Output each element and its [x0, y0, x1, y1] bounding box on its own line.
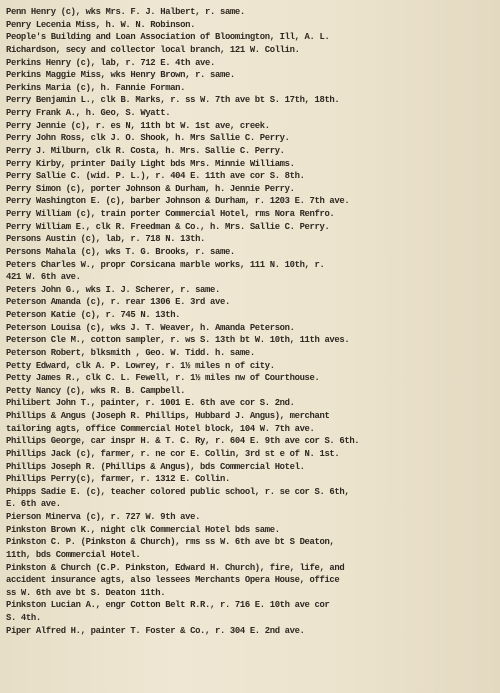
directory-line: Phillips Perry(c), farmer, r. 1312 E. Collin.: [6, 474, 230, 485]
directory-line: Perkins Henry (c), lab, r. 712 E. 4th ave.: [6, 57, 215, 68]
directory-line: Piper Alfred H., painter T. Foster & Co., r. 304 E. 2nd ave.: [6, 625, 305, 636]
directory-line: Phillips & Angus (Joseph R. Phillips, Hubbard J. Angus), merchant: [6, 411, 330, 421]
directory-line: Perry William E., clk R. Freedman & Co., h. Mrs. Sallie C. Perry.: [6, 221, 330, 232]
directory-line: Persons Mahala (c), wks T. G. Brooks, r. same.: [6, 246, 235, 257]
directory-line: Pinkston C. P. (Pinkston & Church), rms ss W. 6th ave bt S Deaton,: [6, 537, 335, 548]
directory-line: Persons Austin (c), lab, r. 718 N. 13th.: [6, 234, 206, 245]
directory-line: Peters Charles W., propr Corsicana marble works, 111 N. 10th, r.: [6, 259, 325, 270]
directory-line: Penry Lecenia Miss, h. W. N. Robinson.: [6, 19, 196, 30]
directory-line: Perry Kirby, printer Daily Light bds Mrs. Minnie Williams.: [6, 158, 295, 169]
directory-line: Perry William (c), train porter Commercial Hotel, rms Nora Renfro.: [6, 209, 335, 219]
directory-line: Perry J. Milburn, clk R. Costa, h. Mrs. Sallie C. Perry.: [6, 145, 285, 156]
directory-line: Pierson Minerva (c), r. 727 W. 9th ave.: [6, 512, 201, 522]
directory-line: Perry John Ross, clk J. O. Shook, h. Mrs Sallie C. Perry.: [6, 133, 290, 144]
directory-line: Petty Nancy (c), wks R. B. Campbell.: [6, 385, 186, 396]
directory-line: Perkins Maggie Miss, wks Henry Brown, r. same.: [6, 70, 235, 81]
directory-line: Phillips Jack (c), farmer, r. ne cor E. Collin, 3rd st e of N. 1st.: [6, 448, 340, 459]
directory-line: Peterson Cle M., cotton sampler, r. ws S. 13th bt W. 10th, 11th aves.: [6, 335, 350, 346]
directory-line: Penn Henry (c), wks Mrs. F. J. Halbert, r. same.: [6, 7, 245, 17]
directory-line: Pinkston & Church (C.P. Pinkston, Edward H. Church), fire, life, and: [6, 562, 345, 573]
directory-line: Perkins Maria (c), h. Fannie Forman.: [6, 82, 186, 93]
directory-line: Peterson Louisa (c), wks J. T. Weaver, h. Amanda Peterson.: [6, 322, 295, 333]
directory-entries: [6, 6, 494, 637]
directory-line: Phipps Sadie E. (c), teacher colored public school, r. se cor S. 6th,: [6, 486, 350, 497]
directory-line: Peterson Robert, blksmith , Geo. W. Tidd. h. same.: [6, 347, 255, 358]
directory-line: 11th, bds Commercial Hotel.: [6, 549, 141, 560]
directory-line: E. 6th ave.: [6, 499, 61, 510]
directory-line: Petty Edward, clk A. P. Lowrey, r. 1½ miles n of city.: [6, 360, 275, 371]
directory-line: Phillips Joseph R. (Phillips & Angus), bds Commercial Hotel.: [6, 461, 305, 472]
directory-line: People's Building and Loan Association of Bloomington, Ill, A. L.: [6, 32, 330, 43]
directory-line: Perry Frank A., h. Geo, S. Wyatt.: [6, 108, 171, 118]
directory-line: Peterson Katie (c), r. 745 N. 13th.: [6, 310, 181, 320]
directory-line: tailoring agts, office Commercial Hotel block, 104 W. 7th ave.: [6, 423, 315, 434]
directory-line: ss W. 6th ave bt S. Deaton 11th.: [6, 587, 166, 598]
directory-line: Philibert John T., painter, r. 1001 E. 6th ave cor S. 2nd.: [6, 398, 295, 409]
directory-line: accident insurance agts, also lessees Merchants Opera House, office: [6, 575, 340, 586]
directory-line: Petty James R., clk C. L. Fewell, r. 1½ miles nw of Courthouse.: [6, 373, 320, 384]
directory-line: Peterson Amanda (c), r. rear 1306 E. 3rd ave.: [6, 297, 230, 308]
directory-line: Richardson, secy and collector local branch, 121 W. Collin.: [6, 44, 300, 55]
directory-line: Perry Jennie (c), r. es N, 11th bt W. 1st ave, creek.: [6, 120, 270, 131]
directory-line: Pinkston Lucian A., engr Cotton Belt R.R., r. 716 E. 10th ave cor: [6, 600, 330, 611]
directory-line: Perry Sallie C. (wid. P. L.), r. 404 E. 11th ave cor S. 8th.: [6, 171, 305, 182]
directory-line: Phillips George, car inspr H. & T. C. Ry, r. 604 E. 9th ave cor S. 6th.: [6, 436, 360, 447]
directory-line: 421 W. 6th ave.: [6, 272, 81, 283]
directory-line: Peters John G., wks I. J. Scherer, r. same.: [6, 284, 220, 295]
directory-line: S. 4th.: [6, 613, 41, 623]
directory-line: Perry Washington E. (c), barber Johnson & Durham, r. 1203 E. 7th ave.: [6, 196, 350, 207]
directory-line: Perry Benjamin L., clk B. Marks, r. ss W. 7th ave bt S. 17th, 18th.: [6, 95, 340, 106]
directory-line: Pinkston Brown K., night clk Commercial Hotel bds same.: [6, 524, 280, 535]
directory-line: Perry Simon (c), porter Johnson & Durham, h. Jennie Perry.: [6, 183, 295, 194]
